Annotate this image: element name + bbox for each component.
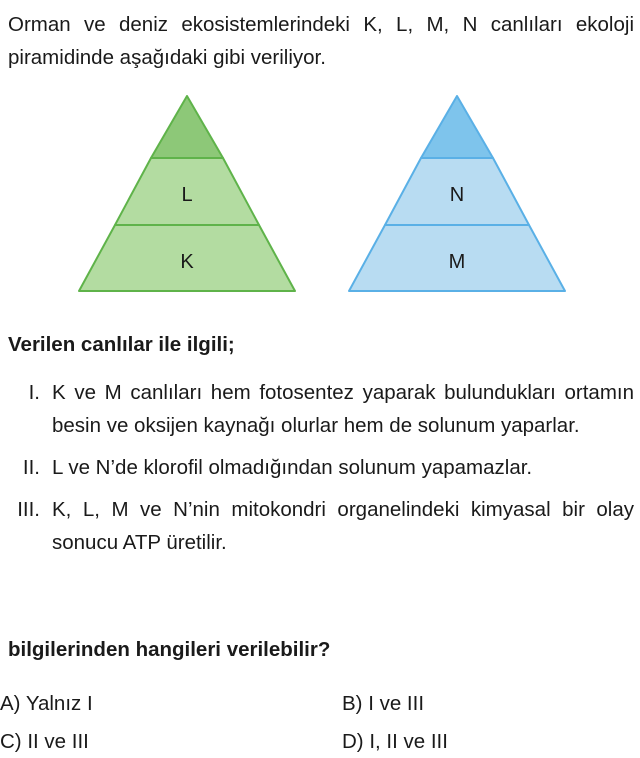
statement-text: L ve N’de klorofil olmadığından solunum yapamazlar.: [52, 456, 533, 479]
sea-bottom-label: M: [448, 251, 466, 273]
question-prompt: Verilen canlılar ile ilgili;: [8, 333, 235, 356]
forest-middle-label: L: [181, 184, 193, 206]
statement-text: K, L, M ve N’nin mitokondri organelindeki kimyasal bir olay sonucu ATP üretilir.: [52, 498, 634, 554]
question-intro: Orman ve deniz ekosistemlerindeki K, L, M, N canlıları ekoloji piramidinde aşağıdaki gibi veriliyor.: [8, 13, 634, 69]
statement-number: III.: [17, 498, 40, 521]
option-d[interactable]: D) I, II ve III: [342, 730, 448, 753]
forest-pyramid: [79, 96, 295, 291]
question-closing: bilgilerinden hangileri verilebilir?: [8, 638, 331, 661]
sea-top-level: [421, 96, 493, 158]
statement-number: II.: [22, 456, 40, 479]
option-b[interactable]: B) I ve III: [342, 692, 425, 715]
statement-text: K ve M canlıları hem fotosentez yaparak bulundukları ortamın besin ve oksijen kaynağı olurlar hem de solunum yaparlar.: [52, 381, 634, 437]
statement-number: I.: [28, 381, 40, 404]
statement-3: [0, 493, 640, 559]
forest-top-level: [151, 96, 223, 158]
ecological-pyramids: [0, 90, 640, 300]
option-c[interactable]: C) II ve III: [0, 730, 89, 753]
option-a[interactable]: A) Yalnız I: [0, 692, 93, 715]
sea-middle-label: N: [449, 184, 465, 206]
statement-1: [0, 376, 640, 442]
sea-pyramid: [349, 96, 565, 291]
forest-bottom-label: K: [180, 251, 194, 273]
statement-2: [0, 451, 640, 484]
statement-list: [0, 376, 640, 568]
